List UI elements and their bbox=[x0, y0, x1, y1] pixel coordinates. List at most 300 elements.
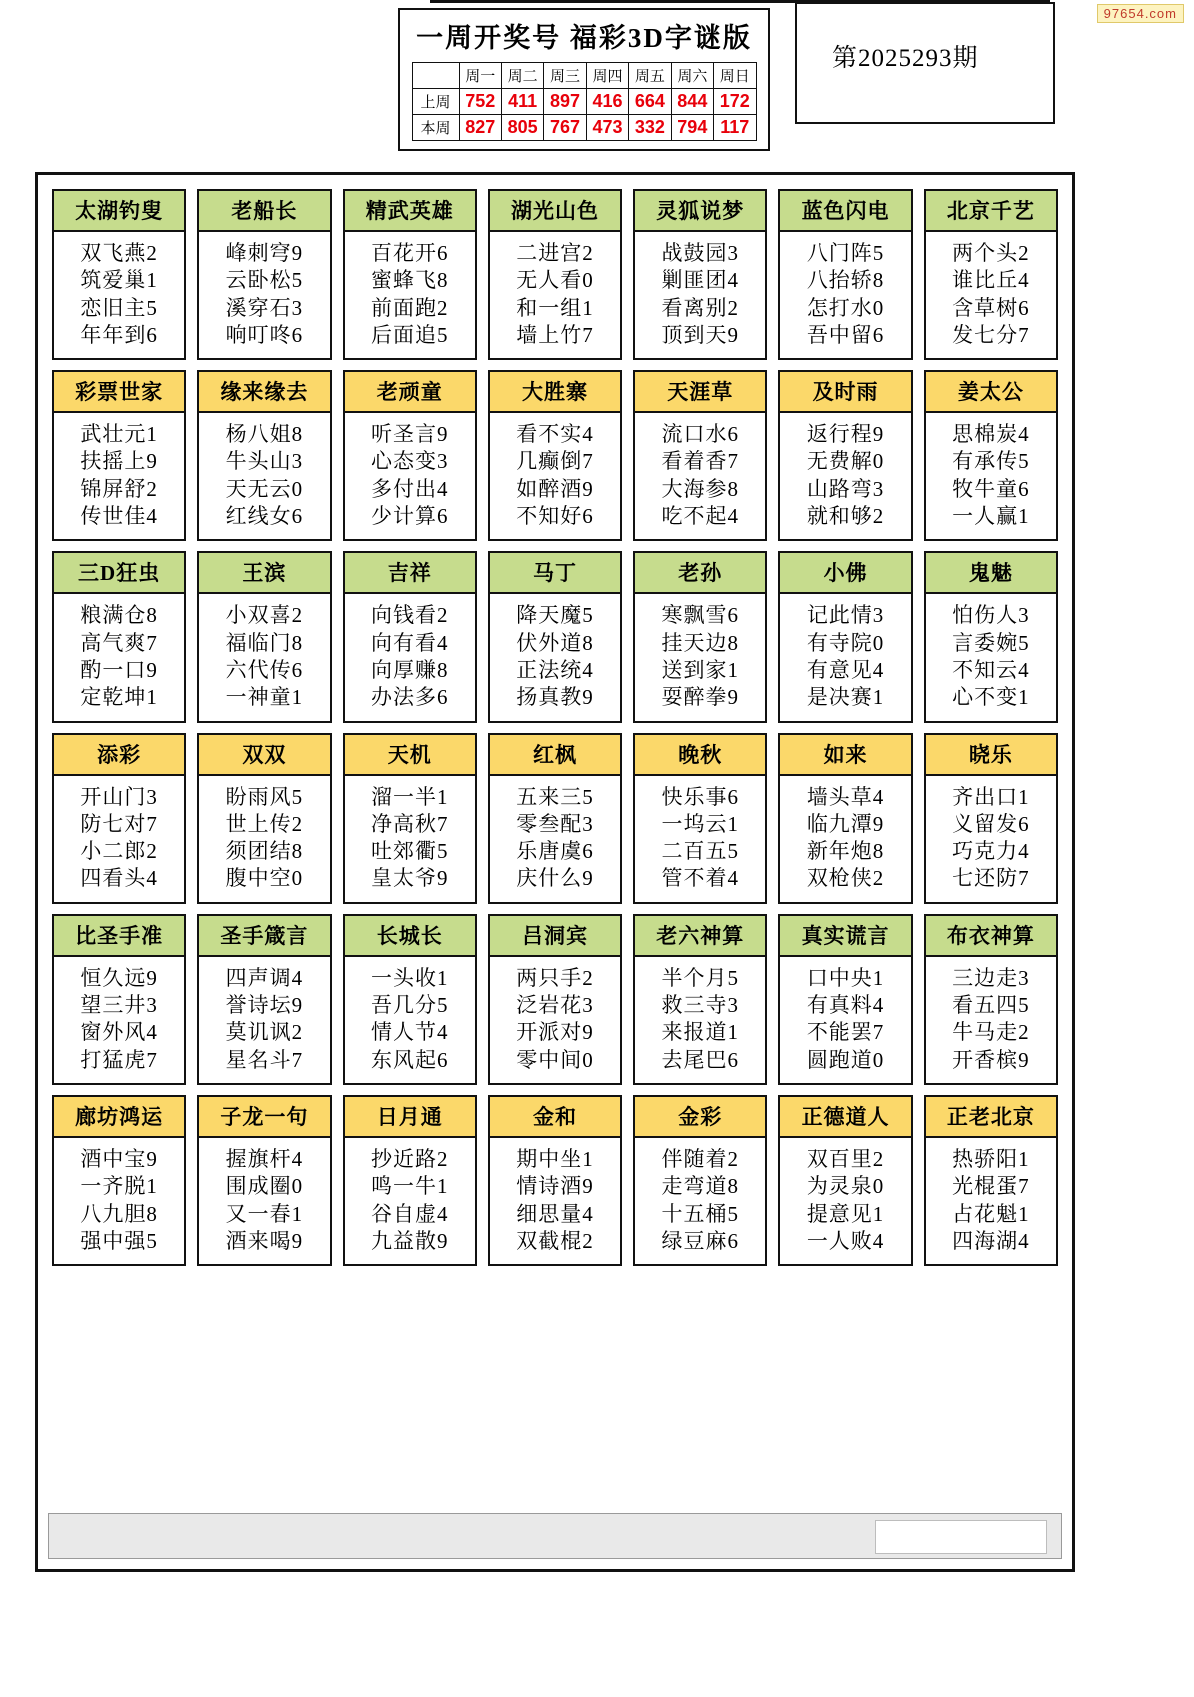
riddle-card-title: 天机 bbox=[345, 735, 475, 776]
riddle-line: 口中央1 bbox=[806, 965, 885, 990]
draw-last-mon: 752 bbox=[459, 89, 501, 115]
riddle-card-body bbox=[490, 957, 620, 1083]
riddle-line: 盼雨风5 bbox=[225, 784, 304, 809]
draw-last-wed: 897 bbox=[544, 89, 586, 115]
riddle-line: 思棉炭4 bbox=[952, 422, 1030, 447]
riddle-card-body bbox=[780, 594, 910, 720]
riddle-card-title: 姜太公 bbox=[926, 372, 1056, 413]
riddle-card-title: 北京千艺 bbox=[926, 191, 1056, 232]
riddle-line: 八九胆8 bbox=[80, 1201, 158, 1226]
riddle-line: 剿匪团4 bbox=[661, 268, 740, 293]
riddle-card bbox=[52, 914, 186, 1085]
riddle-line: 吾中留6 bbox=[806, 322, 885, 347]
riddle-card-body bbox=[54, 776, 184, 902]
riddle-line: 八抬轿8 bbox=[806, 268, 885, 293]
site-watermark: 97654.com bbox=[1097, 4, 1184, 23]
riddle-card-body bbox=[780, 413, 910, 539]
weekly-draw-table bbox=[412, 62, 757, 141]
riddle-line: 十五桶5 bbox=[661, 1201, 740, 1226]
riddle-card bbox=[488, 189, 622, 360]
riddle-line: 无人看0 bbox=[516, 268, 594, 293]
riddle-card-title: 廊坊鸿运 bbox=[54, 1097, 184, 1138]
riddle-line: 看离别2 bbox=[661, 295, 740, 320]
riddle-line: 开香槟9 bbox=[952, 1047, 1030, 1072]
riddle-line: 无费解0 bbox=[806, 449, 885, 474]
riddle-card bbox=[924, 914, 1058, 1085]
riddle-line: 心不变1 bbox=[952, 685, 1030, 710]
riddle-line: 新年炮8 bbox=[806, 839, 885, 864]
riddle-line: 四看头4 bbox=[80, 866, 158, 891]
riddle-card bbox=[197, 733, 331, 904]
riddle-card-title: 长城长 bbox=[345, 916, 475, 957]
riddle-line: 巧克力4 bbox=[952, 839, 1030, 864]
riddle-line: 伏外道8 bbox=[516, 630, 594, 655]
riddle-card bbox=[633, 733, 767, 904]
riddle-card bbox=[197, 914, 331, 1085]
left-edge-notch-2 bbox=[14, 1300, 24, 1330]
riddle-card-title: 双双 bbox=[199, 735, 329, 776]
draw-this-thu: 473 bbox=[586, 115, 628, 141]
riddle-line: 握旗杆4 bbox=[225, 1146, 304, 1171]
riddle-line: 山路弯3 bbox=[806, 476, 885, 501]
riddle-card bbox=[343, 914, 477, 1085]
riddle-line: 走弯道8 bbox=[661, 1174, 740, 1199]
riddle-card-title: 添彩 bbox=[54, 735, 184, 776]
riddle-line: 腹中空0 bbox=[225, 866, 304, 891]
riddle-line: 齐出口1 bbox=[952, 784, 1030, 809]
riddle-line: 一头收1 bbox=[370, 965, 449, 990]
riddle-line: 情人节4 bbox=[370, 1020, 449, 1045]
riddle-line: 扶摇上9 bbox=[80, 449, 158, 474]
riddle-line: 七还防7 bbox=[952, 866, 1030, 891]
riddle-card-title: 晓乐 bbox=[926, 735, 1056, 776]
riddle-line: 天无云0 bbox=[225, 476, 304, 501]
riddle-line: 义留发6 bbox=[952, 811, 1030, 836]
riddle-card-title: 老船长 bbox=[199, 191, 329, 232]
riddle-card-title: 鬼魅 bbox=[926, 553, 1056, 594]
riddle-card-body bbox=[345, 594, 475, 720]
riddle-card-body bbox=[926, 1138, 1056, 1264]
draw-last-sun: 172 bbox=[714, 89, 756, 115]
riddle-line: 墙头草4 bbox=[806, 784, 885, 809]
riddle-line: 峰刺穹9 bbox=[225, 241, 304, 265]
riddle-line: 蜜蜂飞8 bbox=[370, 268, 449, 293]
riddle-card-title: 彩票世家 bbox=[54, 372, 184, 413]
riddle-line: 办法多6 bbox=[370, 685, 449, 710]
riddle-line: 又一春1 bbox=[225, 1201, 304, 1226]
riddle-line: 百花开6 bbox=[370, 241, 449, 265]
riddle-card-body bbox=[199, 232, 329, 358]
riddle-card bbox=[778, 1095, 912, 1266]
riddle-line: 星名斗7 bbox=[225, 1047, 304, 1072]
riddle-grid bbox=[46, 185, 1064, 1266]
riddle-line: 小二郎2 bbox=[80, 839, 158, 864]
riddle-card-body bbox=[926, 413, 1056, 539]
riddle-line: 绿豆麻6 bbox=[661, 1228, 740, 1253]
riddle-card bbox=[633, 914, 767, 1085]
riddle-line: 皇太爷9 bbox=[370, 866, 449, 891]
riddle-card bbox=[197, 1095, 331, 1266]
day-header-thu: 周四 bbox=[586, 63, 628, 89]
riddle-card bbox=[197, 551, 331, 722]
day-header-fri: 周五 bbox=[629, 63, 671, 89]
riddle-line: 如醉酒9 bbox=[516, 476, 594, 501]
riddle-card-title: 小佛 bbox=[780, 553, 910, 594]
riddle-line: 大海参8 bbox=[661, 476, 740, 501]
day-header-tue: 周二 bbox=[501, 63, 543, 89]
riddle-line: 誉诗坛9 bbox=[225, 993, 304, 1018]
riddle-line: 占花魁1 bbox=[952, 1201, 1030, 1226]
riddle-line: 向钱看2 bbox=[370, 603, 449, 628]
riddle-card-body bbox=[926, 232, 1056, 358]
riddle-line: 言委婉5 bbox=[952, 630, 1030, 655]
riddle-line: 牧牛童6 bbox=[952, 476, 1030, 501]
riddle-line: 双百里2 bbox=[806, 1146, 885, 1171]
riddle-line: 多付出4 bbox=[370, 476, 449, 501]
riddle-card bbox=[924, 551, 1058, 722]
riddle-line: 有承传5 bbox=[952, 449, 1030, 474]
issue-number: 第2025293期 bbox=[832, 45, 979, 72]
riddle-line: 酒来喝9 bbox=[225, 1228, 304, 1253]
riddle-line: 热骄阳1 bbox=[952, 1146, 1030, 1171]
riddle-line: 牛马走2 bbox=[952, 1020, 1030, 1045]
row-label-last-week: 上周 bbox=[412, 89, 459, 115]
riddle-card bbox=[633, 189, 767, 360]
riddle-line: 杨八姐8 bbox=[225, 422, 304, 447]
riddle-line: 扬真教9 bbox=[516, 685, 594, 710]
riddle-card bbox=[52, 551, 186, 722]
riddle-card-body bbox=[635, 232, 765, 358]
riddle-card-body bbox=[635, 776, 765, 902]
riddle-card-title: 吕洞宾 bbox=[490, 916, 620, 957]
riddle-card-title: 蓝色闪电 bbox=[780, 191, 910, 232]
riddle-card bbox=[778, 189, 912, 360]
riddle-line: 听圣言9 bbox=[370, 422, 449, 447]
riddle-card-title: 圣手箴言 bbox=[199, 916, 329, 957]
riddle-line: 有真料4 bbox=[806, 993, 885, 1018]
riddle-card-body bbox=[490, 594, 620, 720]
riddle-card-title: 晚秋 bbox=[635, 735, 765, 776]
riddle-card bbox=[633, 551, 767, 722]
bottom-toolbar-field[interactable] bbox=[875, 1520, 1047, 1554]
riddle-line: 寒飘雪6 bbox=[661, 603, 740, 628]
riddle-line: 送到家1 bbox=[661, 657, 740, 682]
riddle-line: 防七对7 bbox=[80, 811, 158, 836]
riddle-card-body bbox=[345, 776, 475, 902]
riddle-line: 小双喜2 bbox=[225, 603, 304, 628]
riddle-line: 发七分7 bbox=[952, 322, 1030, 347]
riddle-card bbox=[52, 1095, 186, 1266]
riddle-line: 莫讥讽2 bbox=[225, 1020, 304, 1045]
weekly-draw-box bbox=[398, 8, 770, 151]
riddle-line: 零叁配3 bbox=[516, 811, 594, 836]
riddle-line: 酌一口9 bbox=[80, 657, 158, 682]
riddle-line: 两个头2 bbox=[952, 241, 1030, 265]
day-header-sat: 周六 bbox=[671, 63, 713, 89]
riddle-card-body bbox=[54, 1138, 184, 1264]
riddle-line: 庆什么9 bbox=[516, 866, 594, 891]
riddle-card-body bbox=[54, 594, 184, 720]
riddle-line: 向有看4 bbox=[370, 630, 449, 655]
riddle-card-body bbox=[635, 1138, 765, 1264]
riddle-line: 是决赛1 bbox=[806, 685, 885, 710]
riddle-line: 不能罢7 bbox=[806, 1020, 885, 1045]
riddle-line: 围成圈0 bbox=[225, 1174, 304, 1199]
riddle-line: 圆跑道0 bbox=[806, 1047, 885, 1072]
riddle-line: 吃不起4 bbox=[661, 504, 740, 529]
riddle-line: 恒久远9 bbox=[80, 965, 158, 990]
riddle-line: 提意见1 bbox=[806, 1201, 885, 1226]
riddle-line: 墙上竹7 bbox=[516, 322, 594, 347]
riddle-line: 溪穿石3 bbox=[225, 295, 304, 320]
riddle-card-body bbox=[54, 232, 184, 358]
riddle-line: 有意见4 bbox=[806, 657, 885, 682]
riddle-card bbox=[197, 189, 331, 360]
riddle-card-title: 王滨 bbox=[199, 553, 329, 594]
riddle-line: 武壮元1 bbox=[80, 422, 158, 447]
riddle-card-body bbox=[345, 957, 475, 1083]
riddle-board bbox=[35, 172, 1075, 1572]
riddle-card bbox=[52, 733, 186, 904]
day-header-mon: 周一 bbox=[459, 63, 501, 89]
riddle-card-title: 及时雨 bbox=[780, 372, 910, 413]
riddle-card-body bbox=[199, 594, 329, 720]
riddle-line: 福临门8 bbox=[225, 630, 304, 655]
riddle-line: 临九潭9 bbox=[806, 811, 885, 836]
riddle-line: 锦屏舒2 bbox=[80, 476, 158, 501]
riddle-line: 为灵泉0 bbox=[806, 1174, 885, 1199]
riddle-line: 强中强5 bbox=[80, 1228, 158, 1253]
riddle-card-body bbox=[635, 957, 765, 1083]
draw-last-tue: 411 bbox=[501, 89, 543, 115]
riddle-card-title: 日月通 bbox=[345, 1097, 475, 1138]
riddle-line: 谁比丘4 bbox=[952, 268, 1030, 293]
day-header-sun: 周日 bbox=[714, 63, 756, 89]
riddle-card-body bbox=[926, 957, 1056, 1083]
riddle-card bbox=[633, 1095, 767, 1266]
riddle-line: 看着香7 bbox=[661, 449, 740, 474]
riddle-card-title: 吉祥 bbox=[345, 553, 475, 594]
riddle-line: 望三井3 bbox=[80, 993, 158, 1018]
riddle-line: 高气爽7 bbox=[80, 630, 158, 655]
riddle-card-body bbox=[199, 1138, 329, 1264]
riddle-line: 细思量4 bbox=[516, 1201, 594, 1226]
riddle-card-title: 灵狐说梦 bbox=[635, 191, 765, 232]
riddle-line: 和一组1 bbox=[516, 295, 594, 320]
riddle-line: 有寺院0 bbox=[806, 630, 885, 655]
riddle-card bbox=[633, 370, 767, 541]
riddle-card-title: 天涯草 bbox=[635, 372, 765, 413]
table-header-row bbox=[412, 63, 756, 89]
riddle-line: 怎打水0 bbox=[806, 295, 885, 320]
riddle-card-title: 马丁 bbox=[490, 553, 620, 594]
riddle-line: 云卧松5 bbox=[225, 268, 304, 293]
riddle-line: 快乐事6 bbox=[661, 784, 740, 809]
riddle-line: 世上传2 bbox=[225, 811, 304, 836]
riddle-line: 正法统4 bbox=[516, 657, 594, 682]
riddle-card bbox=[343, 370, 477, 541]
draw-this-sun: 117 bbox=[714, 115, 756, 141]
riddle-line: 二百五5 bbox=[661, 839, 740, 864]
riddle-line: 一人败4 bbox=[806, 1228, 885, 1253]
riddle-card bbox=[924, 370, 1058, 541]
riddle-card bbox=[52, 370, 186, 541]
riddle-line: 一齐脱1 bbox=[80, 1174, 158, 1199]
riddle-line: 耍醉拳9 bbox=[661, 685, 740, 710]
draw-last-thu: 416 bbox=[586, 89, 628, 115]
draw-last-fri: 664 bbox=[629, 89, 671, 115]
riddle-card bbox=[488, 1095, 622, 1266]
riddle-line: 谷自虚4 bbox=[370, 1201, 449, 1226]
riddle-card-title: 比圣手准 bbox=[54, 916, 184, 957]
riddle-line: 心态变3 bbox=[370, 449, 449, 474]
riddle-line: 抄近路2 bbox=[370, 1146, 449, 1171]
riddle-line: 八门阵5 bbox=[806, 241, 885, 265]
riddle-line: 顶到天9 bbox=[661, 322, 740, 347]
riddle-card-body bbox=[635, 413, 765, 539]
riddle-line: 四声调4 bbox=[225, 965, 304, 990]
riddle-line: 吾几分5 bbox=[370, 993, 449, 1018]
riddle-line: 看不实4 bbox=[516, 422, 594, 447]
riddle-line: 前面跑2 bbox=[370, 295, 449, 320]
table-row bbox=[412, 89, 756, 115]
riddle-card-title: 红枫 bbox=[490, 735, 620, 776]
draw-last-sat: 844 bbox=[671, 89, 713, 115]
riddle-card-body bbox=[54, 413, 184, 539]
riddle-line: 开派对9 bbox=[516, 1020, 594, 1045]
riddle-line: 开山门3 bbox=[80, 784, 158, 809]
riddle-line: 来报道1 bbox=[661, 1020, 740, 1045]
riddle-card-body bbox=[780, 957, 910, 1083]
riddle-card bbox=[488, 914, 622, 1085]
riddle-line: 双飞燕2 bbox=[80, 241, 158, 265]
riddle-card-title: 正老北京 bbox=[926, 1097, 1056, 1138]
riddle-card bbox=[52, 189, 186, 360]
riddle-card-title: 金和 bbox=[490, 1097, 620, 1138]
riddle-line: 粮满仓8 bbox=[80, 603, 158, 628]
riddle-card-title: 正德道人 bbox=[780, 1097, 910, 1138]
riddle-line: 牛头山3 bbox=[225, 449, 304, 474]
riddle-line: 去尾巴6 bbox=[661, 1047, 740, 1072]
riddle-line: 向厚赚8 bbox=[370, 657, 449, 682]
riddle-card-body bbox=[345, 413, 475, 539]
day-header-wed: 周三 bbox=[544, 63, 586, 89]
riddle-line: 红线女6 bbox=[225, 504, 304, 529]
row-label-this-week: 本周 bbox=[412, 115, 459, 141]
riddle-line: 零中间0 bbox=[516, 1047, 594, 1072]
riddle-card bbox=[778, 914, 912, 1085]
riddle-line: 半个月5 bbox=[661, 965, 740, 990]
riddle-card-title: 真实谎言 bbox=[780, 916, 910, 957]
riddle-line: 须团结8 bbox=[225, 839, 304, 864]
riddle-line: 不知好6 bbox=[516, 504, 594, 529]
page-header bbox=[0, 0, 1194, 140]
riddle-line: 泛岩花3 bbox=[516, 993, 594, 1018]
riddle-line: 后面追5 bbox=[370, 322, 449, 347]
riddle-card-body bbox=[345, 232, 475, 358]
riddle-card-body bbox=[199, 776, 329, 902]
riddle-line: 一神童1 bbox=[225, 685, 304, 710]
riddle-line: 六代传6 bbox=[225, 657, 304, 682]
riddle-line: 一人赢1 bbox=[952, 504, 1030, 529]
riddle-card bbox=[924, 189, 1058, 360]
riddle-line: 乐唐虞6 bbox=[516, 839, 594, 864]
riddle-card-title: 老孙 bbox=[635, 553, 765, 594]
riddle-line: 四海湖4 bbox=[952, 1228, 1030, 1253]
riddle-line: 战鼓园3 bbox=[661, 241, 740, 265]
riddle-card-title: 老顽童 bbox=[345, 372, 475, 413]
riddle-line: 五来三5 bbox=[516, 784, 594, 809]
riddle-line: 救三寺3 bbox=[661, 993, 740, 1018]
riddle-line: 三边走3 bbox=[952, 965, 1030, 990]
riddle-card-body bbox=[490, 776, 620, 902]
riddle-card-title: 缘来缘去 bbox=[199, 372, 329, 413]
riddle-line: 降天魔5 bbox=[516, 603, 594, 628]
riddle-card-body bbox=[780, 232, 910, 358]
riddle-card-title: 三D狂虫 bbox=[54, 553, 184, 594]
riddle-line: 定乾坤1 bbox=[80, 685, 158, 710]
riddle-line: 净高秋7 bbox=[370, 811, 449, 836]
riddle-line: 情诗酒9 bbox=[516, 1174, 594, 1199]
riddle-line: 返行程9 bbox=[806, 422, 885, 447]
riddle-line: 两只手2 bbox=[516, 965, 594, 990]
riddle-card bbox=[197, 370, 331, 541]
riddle-card-title: 太湖钓叟 bbox=[54, 191, 184, 232]
riddle-card bbox=[924, 1095, 1058, 1266]
draw-this-sat: 794 bbox=[671, 115, 713, 141]
riddle-line: 伴随着2 bbox=[661, 1146, 740, 1171]
riddle-card-body bbox=[345, 1138, 475, 1264]
riddle-card bbox=[778, 551, 912, 722]
riddle-line: 二进宫2 bbox=[516, 241, 594, 265]
riddle-line: 看五四5 bbox=[952, 993, 1030, 1018]
draw-this-wed: 767 bbox=[544, 115, 586, 141]
draw-this-tue: 805 bbox=[501, 115, 543, 141]
table-row bbox=[412, 115, 756, 141]
riddle-card-title: 金彩 bbox=[635, 1097, 765, 1138]
riddle-card-body bbox=[780, 1138, 910, 1264]
riddle-card bbox=[343, 189, 477, 360]
bottom-toolbar[interactable] bbox=[48, 1513, 1062, 1559]
riddle-card-body bbox=[490, 1138, 620, 1264]
riddle-line: 光棍蛋7 bbox=[952, 1174, 1030, 1199]
riddle-line: 恋旧主5 bbox=[80, 295, 158, 320]
riddle-line: 筑爱巢1 bbox=[80, 268, 158, 293]
riddle-line: 吐郊衢5 bbox=[370, 839, 449, 864]
riddle-line: 就和够2 bbox=[806, 504, 885, 529]
riddle-card-title: 精武英雄 bbox=[345, 191, 475, 232]
riddle-line: 几癫倒7 bbox=[516, 449, 594, 474]
header-title: 一周开奖号 福彩3D字谜版 bbox=[416, 23, 752, 53]
riddle-card-body bbox=[926, 594, 1056, 720]
riddle-line: 打猛虎7 bbox=[80, 1047, 158, 1072]
riddle-line: 双枪侠2 bbox=[806, 866, 885, 891]
riddle-line: 窗外风4 bbox=[80, 1020, 158, 1045]
riddle-card bbox=[488, 370, 622, 541]
riddle-line: 东风起6 bbox=[370, 1047, 449, 1072]
riddle-line: 记此情3 bbox=[806, 603, 885, 628]
draw-this-mon: 827 bbox=[459, 115, 501, 141]
riddle-card-body bbox=[635, 594, 765, 720]
riddle-line: 传世佳4 bbox=[80, 504, 158, 529]
riddle-line: 响叮咚6 bbox=[225, 322, 304, 347]
riddle-card bbox=[488, 551, 622, 722]
riddle-line: 九益散9 bbox=[370, 1228, 449, 1253]
riddle-line: 一坞云1 bbox=[661, 811, 740, 836]
riddle-card bbox=[778, 370, 912, 541]
riddle-card-body bbox=[199, 413, 329, 539]
riddle-line: 期中坐1 bbox=[516, 1146, 594, 1171]
